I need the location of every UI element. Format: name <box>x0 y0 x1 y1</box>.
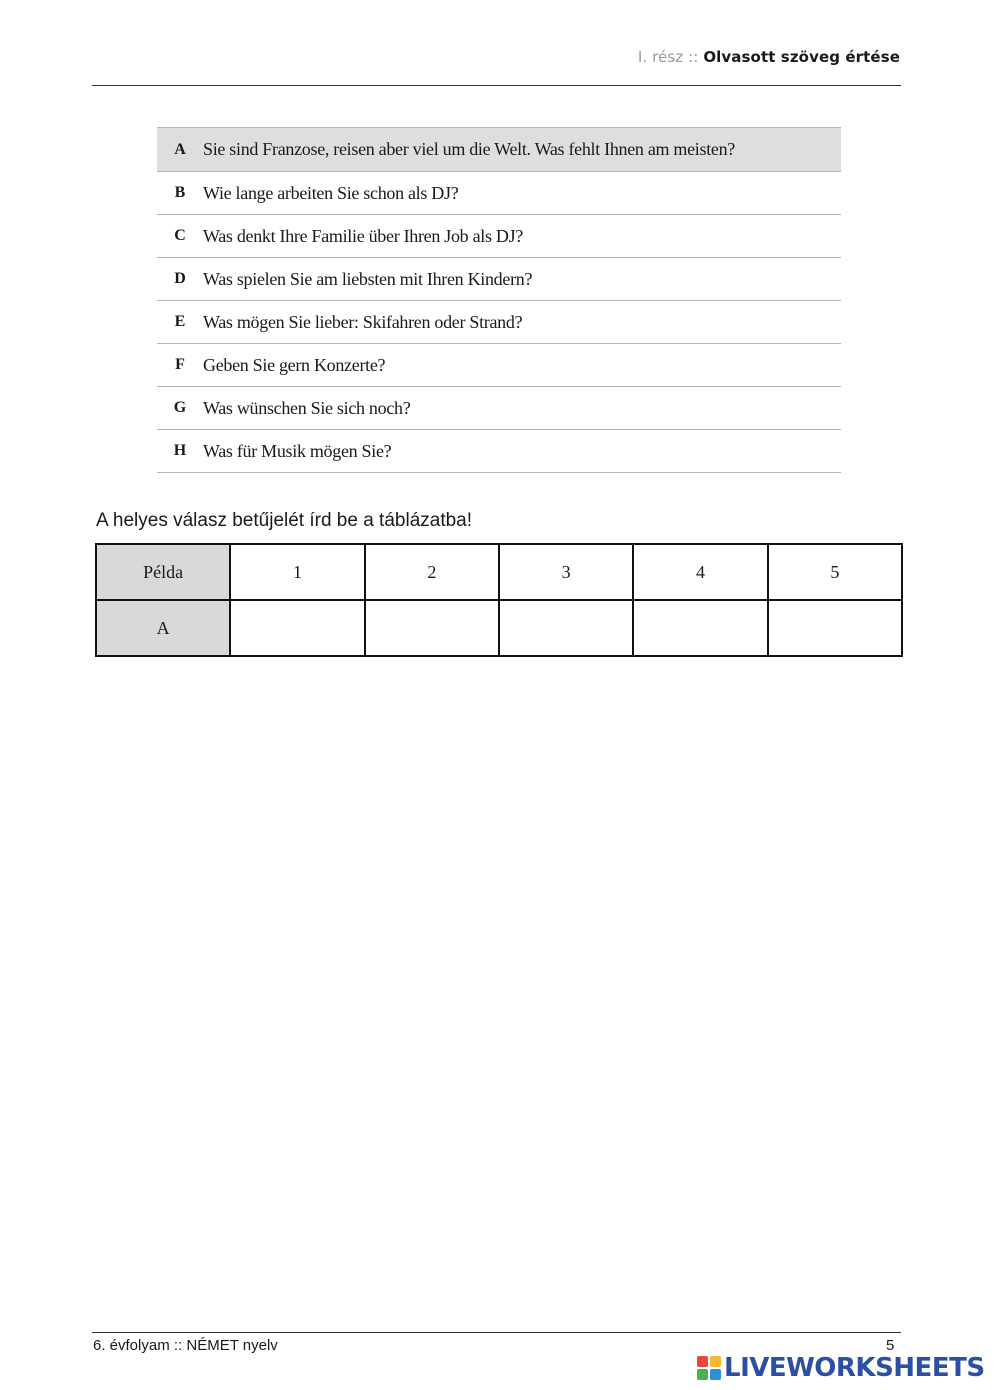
question-letter: H <box>157 430 203 473</box>
question-letter: A <box>157 128 203 172</box>
question-letter: F <box>157 344 203 387</box>
footer-divider <box>92 1332 901 1333</box>
header-title: Olvasott szöveg értése <box>703 48 900 66</box>
instruction-text: A helyes válasz betűjelét írd be a táblázatba! <box>96 510 473 531</box>
question-letter: E <box>157 301 203 344</box>
answer-header-2: 2 <box>365 544 499 600</box>
question-text: Geben Sie gern Konzerte? <box>203 344 841 387</box>
answer-header-row <box>96 544 902 600</box>
question-row <box>157 344 841 387</box>
answer-input-5[interactable] <box>768 600 902 656</box>
question-list <box>157 127 841 473</box>
footer-course: 6. évfolyam :: NÉMET nyelv <box>93 1337 278 1354</box>
question-row <box>157 172 841 215</box>
question-row <box>157 215 841 258</box>
logo-block <box>697 1356 708 1367</box>
question-text: Was mögen Sie lieber: Skifahren oder Strand? <box>203 301 841 344</box>
question-text: Sie sind Franzose, reisen aber viel um die Welt. Was fehlt Ihnen am meisten? <box>203 128 841 172</box>
answer-header-1: 1 <box>230 544 364 600</box>
answer-header-4: 4 <box>633 544 767 600</box>
question-row <box>157 128 841 172</box>
page-number: 5 <box>886 1337 895 1354</box>
answer-header-3: 3 <box>499 544 633 600</box>
question-text: Wie lange arbeiten Sie schon als DJ? <box>203 172 841 215</box>
answer-header-5: 5 <box>768 544 902 600</box>
example-answer-cell: A <box>96 600 230 656</box>
logo-block <box>710 1369 721 1380</box>
answer-input-3[interactable] <box>499 600 633 656</box>
example-header-cell: Példa <box>96 544 230 600</box>
page-header <box>638 48 900 66</box>
answer-input-2[interactable] <box>365 600 499 656</box>
answer-input-1[interactable] <box>230 600 364 656</box>
question-text: Was wünschen Sie sich noch? <box>203 387 841 430</box>
question-row <box>157 301 841 344</box>
question-row <box>157 430 841 473</box>
logo-text: LIVEWORKSHEETS <box>724 1353 985 1383</box>
question-row <box>157 387 841 430</box>
question-letter: G <box>157 387 203 430</box>
logo-block <box>697 1369 708 1380</box>
answer-table <box>95 543 903 657</box>
question-letter: D <box>157 258 203 301</box>
question-letter: C <box>157 215 203 258</box>
question-text: Was für Musik mögen Sie? <box>203 430 841 473</box>
question-text: Was spielen Sie am liebsten mit Ihren Kindern? <box>203 258 841 301</box>
question-text: Was denkt Ihre Familie über Ihren Job als DJ? <box>203 215 841 258</box>
logo-blocks-icon <box>697 1356 721 1380</box>
question-letter: B <box>157 172 203 215</box>
header-part: I. rész :: <box>637 48 704 66</box>
question-row <box>157 258 841 301</box>
header-divider <box>92 85 901 86</box>
liveworksheets-logo[interactable] <box>697 1354 985 1382</box>
answer-input-row <box>96 600 902 656</box>
answer-input-4[interactable] <box>633 600 767 656</box>
logo-block <box>710 1356 721 1367</box>
